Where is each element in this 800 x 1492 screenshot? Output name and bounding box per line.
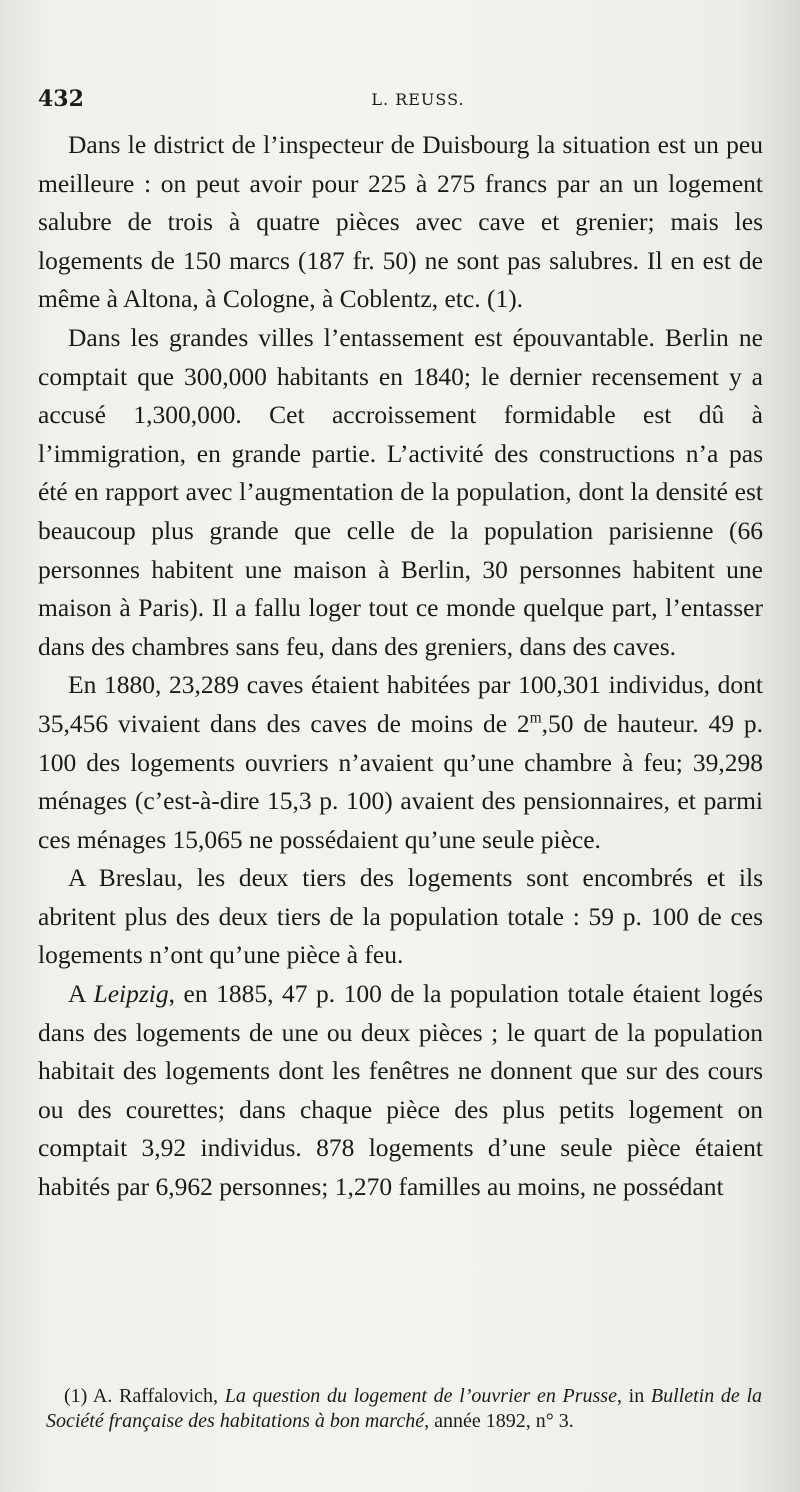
footnote-middle: , in [616,1385,651,1407]
leipzig-italic: Leipzig [93,979,169,1009]
paragraph-5-part-2: , en 1885, 47 p. 100 de la population totale étaient logés dans des logements de une ou deux pièces ; le quart de la population habitait des logements dont les fenêtres ne donnent que sur des cours ou des courettes; dans chaque pièce des plus petits logement on comptait 3,92 individus. 878 logements d’une seule pièce étaient habités par 6,962 personnes; 1,270 familles au moins, ne possédant [38,979,763,1202]
body-text [38,126,763,1207]
paragraph-1: Dans le district de l’inspecteur de Duisbourg la situation est un peu meilleure : on peut avoir pour 225 à 275 francs par an un logement salubre de trois à quatre pièces avec cave et grenier; mais les logements de 150 marcs (187 fr. 50) ne sont pas salubres. Il en est de même à Altona, à Cologne, à Coblentz, etc. (1). [38,130,763,314]
paragraph-3-part-1: En 1880, 23,289 caves étaient habitées par 100,301 individus, dont 35,456 vivaient dans des caves de moins de 2 [38,670,763,738]
footnote [46,1384,762,1433]
footnote-marker: (1) A. Raffalovich, [64,1385,225,1407]
paragraph-5 [38,975,763,1207]
footnote-ending: , année 1892, n° 3. [424,1409,574,1432]
running-head: L. REUSS. [371,90,465,109]
paragraph-3-part-2: ,50 de hauteur. 49 p. 100 des logements ouvriers n’avaient qu’une chambre à feu; 39,298 ménages (c’est-à-dire 15,3 p. 100) avaient des pensionnaires, et parmi ces ménages 15,065 ne possédaient qu’une seule pièce. [38,708,764,854]
footnote-1 [46,1384,762,1433]
meter-superscript: m [529,709,542,727]
page-header [38,86,758,116]
footnote-source: Bulletin de la Société française des habitations à bon marché [46,1385,762,1432]
paragraph-4: A Breslau, les deux tiers des logements sont encombrés et ils abritent plus des deux tiers de la population totale : 59 p. 100 de ces logements n’ont qu’une pièce à feu. [38,863,763,970]
footnote-title: La question du logement de l’ouvrier en Prusse [224,1385,617,1407]
paragraph-3 [38,666,763,859]
page-number: 432 [38,86,84,112]
paragraph-2: Dans les grandes villes l’entassement est épouvantable. Berlin ne comptait que 300,000 habitants en 1840; le dernier recensement y a accusé 1,300,000. Cet accroissement formidable est dû à l’immigration, en grande partie. L’activité des constructions n’a pas été en rapport avec l’augmentation de la population, dont la densité est beaucoup plus grande que celle de la population parisienne (66 personnes habitent une maison à Berlin, 30 personnes habitent une maison à Paris). Il a fallu loger tout ce monde quelque part, l’entasser dans des chambres sans feu, dans des greniers, dans des caves. [38,322,763,661]
paragraph-5-part-1: A [68,979,94,1009]
